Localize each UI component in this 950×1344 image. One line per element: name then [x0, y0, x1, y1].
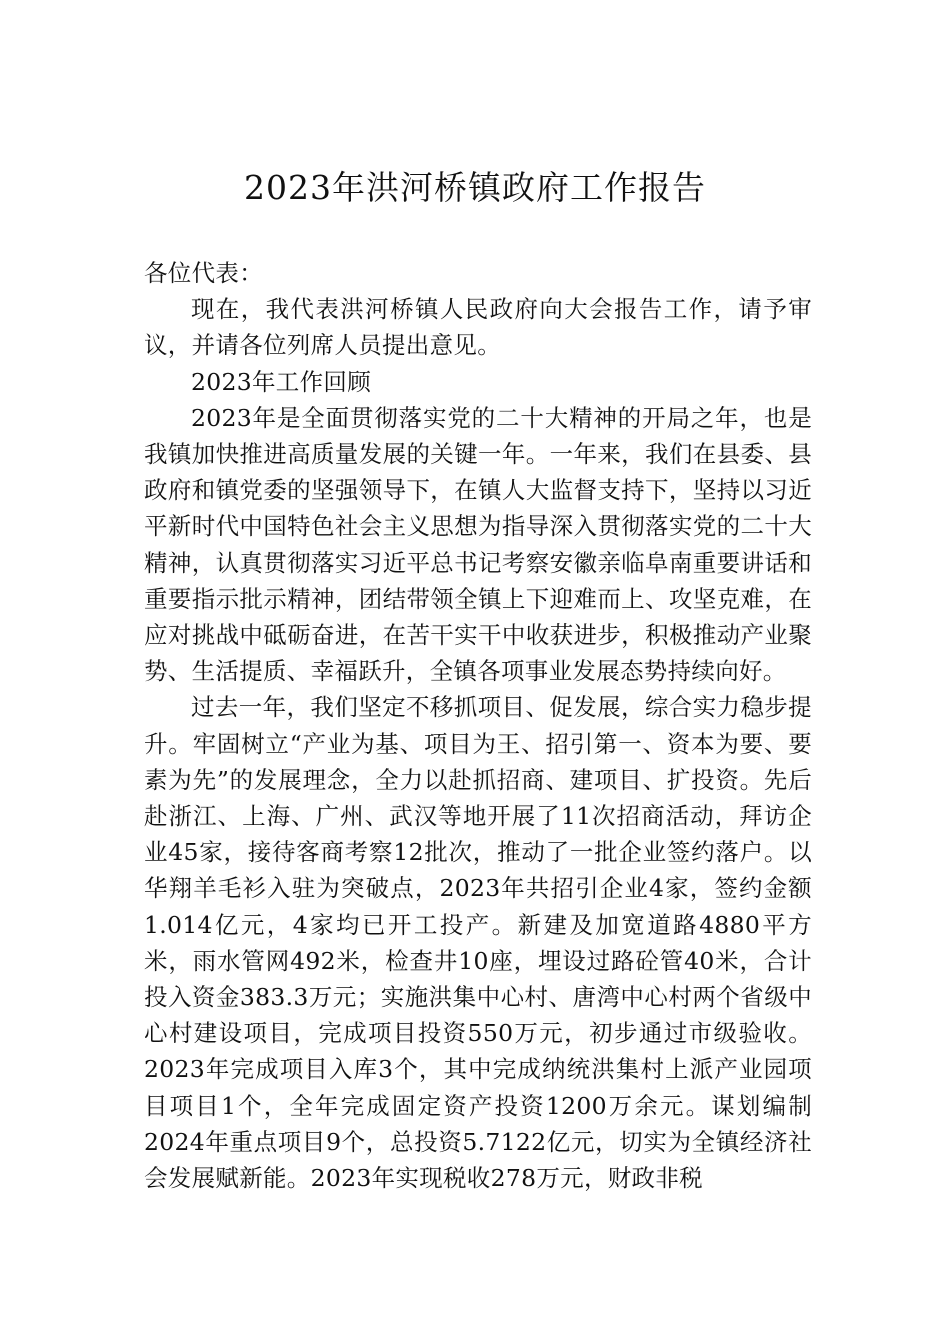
paragraph-intro: 现在，我代表洪河桥镇人民政府向大会报告工作，请予审议，并请各位列席人员提出意见。 [144, 295, 812, 360]
section-heading: 2023年工作回顾 [191, 367, 372, 396]
paragraph-projects: 过去一年，我们坚定不移抓项目、促发展，综合实力稳步提升。牢固树立“产业为基、项目为王、招引第一、资本为要、要素为先”的发展理念，全力以赴抓招商、建项目、扩投资。先后赴浙江、上海、广州、武汉等地开展了11次招商活动，拜访企业45家，接待客商考察12批次，推动了一批企业签约落户。以华翔羊毛衫入驻为突破点，2023年共招引企业4家，签约金额1.014亿元，4家均已开工投产。新建及加宽道路4880平方米，雨水管网492米，检查井10座，埋设过路砼管40米，合计投入资金383.3万元；实施洪集中心村、唐湾中心村两个省级中心村建设项目，完成项目投资550万元，初步通过市级验收。2023年完成项目入库3个，其中完成纳统洪集村上派产业园项目项目1个，全年完成固定资产投资1200万余元。谋划编制2024年重点项目9个，总投资5.7122亿元，切实为全镇经济社会发展赋新能。2023年实现税收278万元，财政非税 [144, 693, 812, 1193]
paragraph-overview: 2023年是全面贯彻落实党的二十大精神的开局之年，也是我镇加快推进高质量发展的关键一年。一年来，我们在县委、县政府和镇党委的坚强领导下，在镇人大监督支持下，坚持以习近平新时代中国特色社会主义思想为指导深入贯彻落实党的二十大精神，认真贯彻落实习近平总书记考察安徽亲临阜南重要讲话和重要指示批示精神，团结带领全镇上下迎难而上、攻坚克难，在应对挑战中砥砺奋进，在苦干实干中收获进步，积极推动产业聚势、生活提质、幸福跃升，全镇各项事业发展态势持续向好。 [144, 403, 812, 686]
document-title: 2023年洪河桥镇政府工作报告 [244, 168, 706, 207]
salutation: 各位代表： [144, 259, 263, 287]
document-body [144, 255, 812, 1196]
